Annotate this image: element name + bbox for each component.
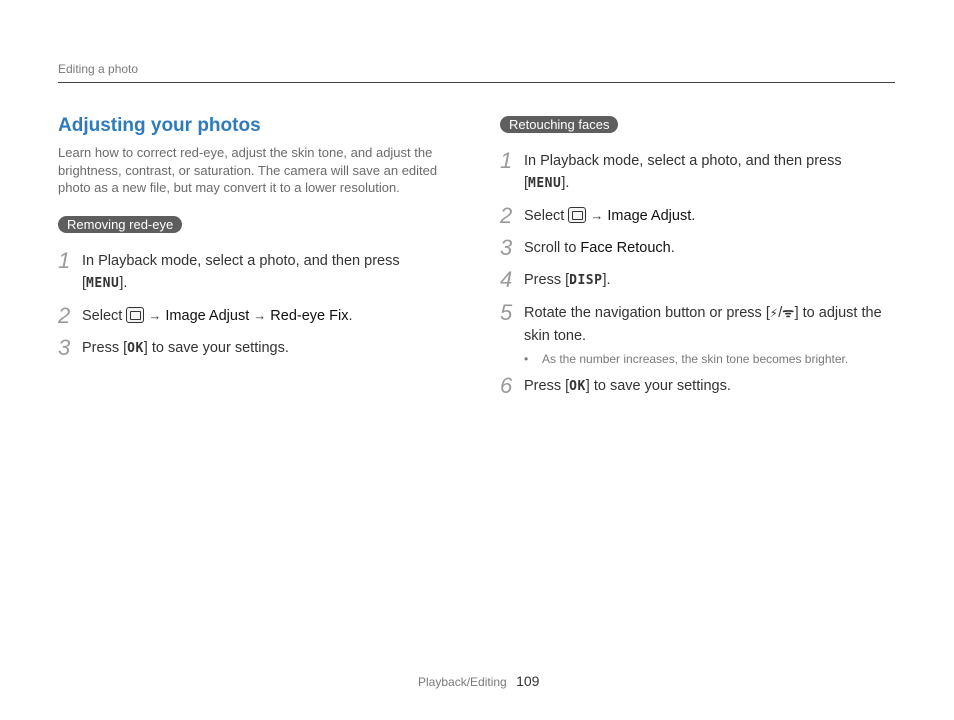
menu-key-label: MENU: [528, 176, 562, 191]
section-intro: Learn how to correct red-eye, adjust the skin tone, and adjust the brightness, contrast, or saturation. The camera will save an edited photo as a new file, but may convert it to a lower resolution.: [58, 145, 438, 195]
page-number: 109: [516, 673, 540, 689]
arrow-icon: →: [590, 208, 604, 223]
ok-key-label: OK: [569, 379, 586, 394]
menu-item-image-adjust: Image Adjust: [607, 208, 692, 224]
red-eye-steps: [58, 247, 458, 360]
step-item: 2 Select → Image Adjust.: [500, 203, 696, 228]
step-note: • As the number increases, the skin tone becomes brighter.: [524, 352, 849, 366]
header-divider: [58, 82, 895, 83]
step-number: 2: [58, 302, 71, 328]
step-item: 1 In Playback mode, select a photo, and then press [MENU].: [58, 247, 400, 291]
step-item: 5 Rotate the navigation button or press [⚡/ᯤ] to adjust the skin tone. • As the number increases, the skin tone becomes brighter.: [500, 302, 894, 367]
step-item: 1 In Playback mode, select a photo, and then press [MENU].: [500, 148, 842, 191]
page-footer: [418, 673, 539, 689]
menu-item-image-adjust: Image Adjust: [165, 307, 250, 324]
step-number: 1: [500, 148, 513, 173]
right-column: [500, 114, 900, 398]
step-item: 2 Select → Image Adjust → Red-eye Fix.: [58, 302, 353, 328]
step-item: 3 Press [OK] to save your settings.: [58, 334, 289, 360]
bullet-icon: •: [524, 352, 529, 366]
menu-item-face-retouch: Face Retouch: [580, 240, 671, 256]
left-column: [58, 114, 458, 360]
running-head: Editing a photo: [58, 62, 139, 76]
edit-photo-icon: [126, 307, 144, 323]
wifi-icon: ᯤ: [782, 306, 795, 321]
subsection-pill-red-eye: Removing red-eye: [58, 216, 182, 233]
flash-icon: ⚡: [769, 306, 779, 321]
step-number: 3: [500, 235, 513, 260]
arrow-icon: →: [253, 307, 267, 323]
menu-item-red-eye-fix: Red-eye Fix: [270, 307, 349, 324]
disp-key-label: DISP: [569, 273, 603, 288]
step-number: 2: [500, 203, 513, 228]
step-number: 1: [58, 247, 71, 273]
footer-section: Playback/Editing: [418, 675, 507, 689]
ok-key-label: OK: [127, 340, 144, 356]
step-item: 3 Scroll to Face Retouch.: [500, 235, 675, 260]
edit-photo-icon: [568, 207, 586, 223]
menu-key-label: MENU: [86, 275, 120, 291]
subsection-pill-retouch: Retouching faces: [500, 116, 618, 133]
step-item: 4 Press [DISP].: [500, 267, 611, 292]
retouch-steps: [500, 150, 900, 398]
step-number: 5: [500, 300, 513, 325]
section-title: Adjusting your photos: [58, 115, 261, 136]
arrow-icon: →: [148, 307, 162, 323]
step-number: 6: [500, 373, 513, 398]
step-number: 3: [58, 334, 71, 360]
step-item: 6 Press [OK] to save your settings.: [500, 373, 731, 398]
step-number: 4: [500, 267, 513, 292]
